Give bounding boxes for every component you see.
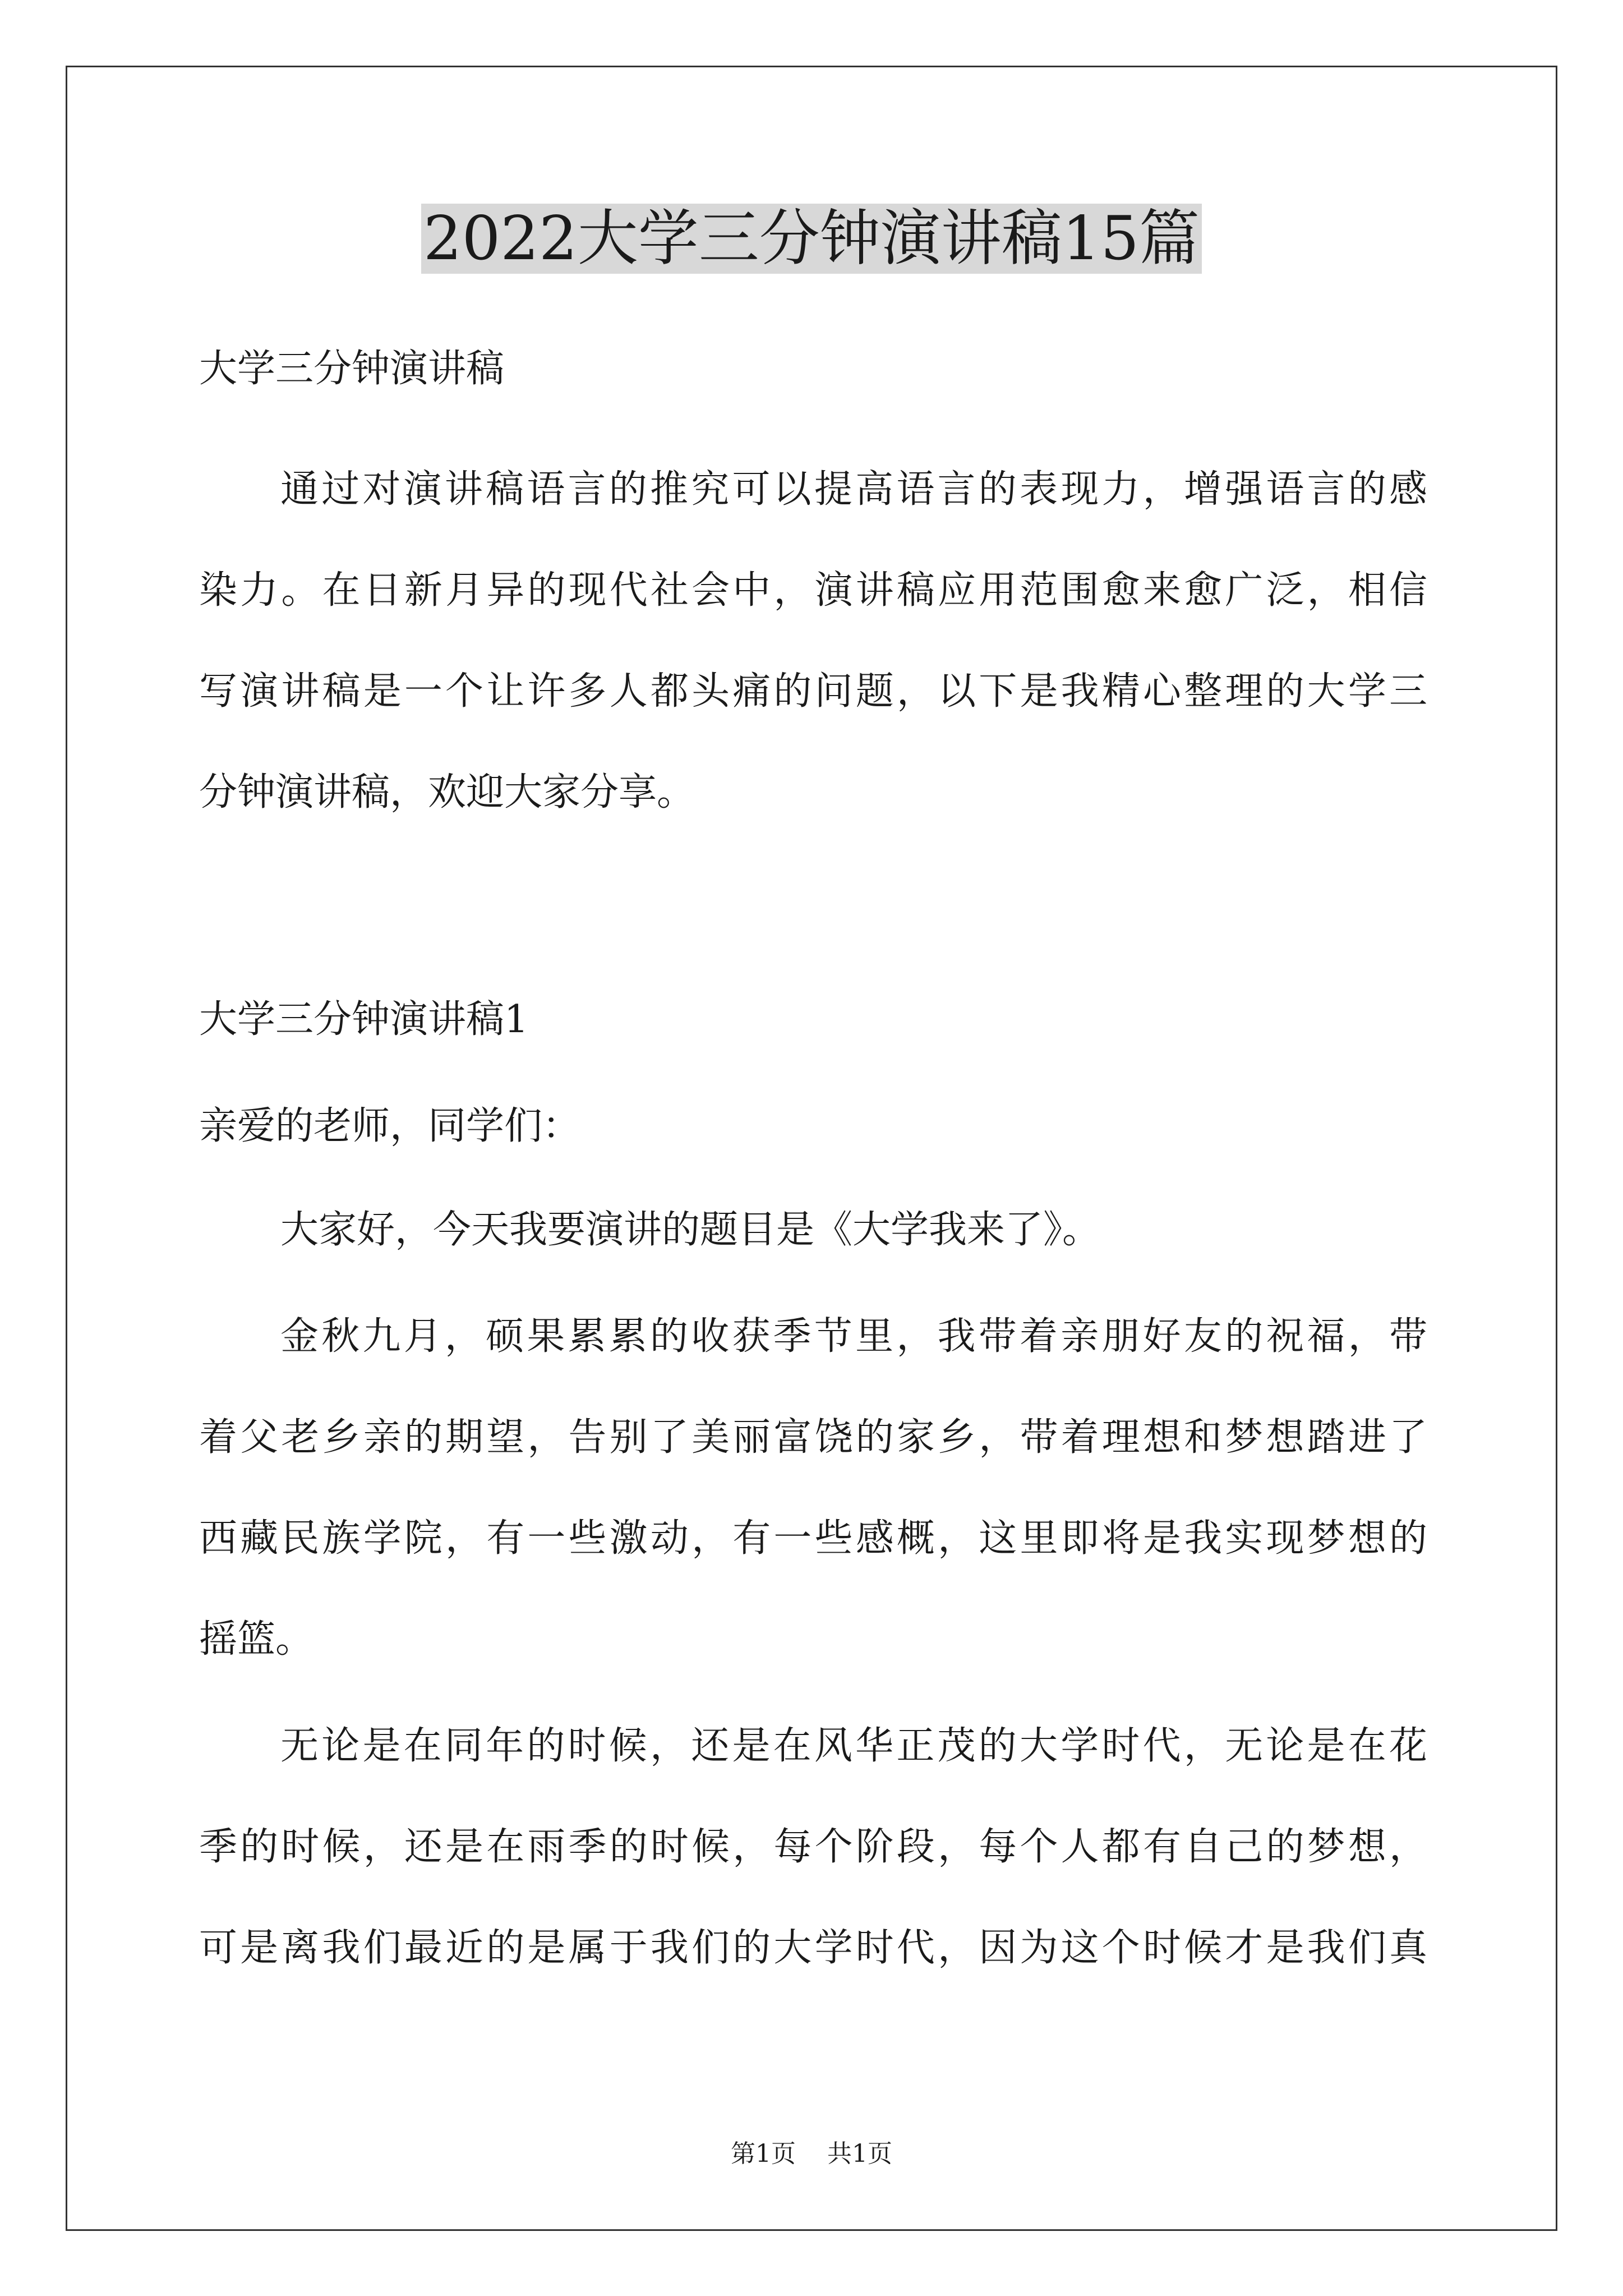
section-heading: 大学三分钟演讲稿1 — [199, 997, 529, 1042]
paragraph-line: 无论是在同年的时候，还是在风华正茂的大学时代，无论是在花 — [280, 1724, 1427, 1768]
paragraph-line: 通过对演讲稿语言的推究可以提高语言的表现力，增强语言的感 — [280, 467, 1427, 512]
paragraph-line: 染力。在日新月异的现代社会中，演讲稿应用范围愈来愈广泛，相信 — [199, 568, 1427, 613]
paragraph-line: 季的时候，还是在雨季的时候，每个阶段，每个人都有自己的梦想， — [199, 1825, 1427, 1869]
paragraph-line: 可是离我们最近的是属于我们的大学时代，因为这个时候才是我们真 — [199, 1926, 1427, 1970]
paragraph-line: 大家好，今天我要演讲的题目是《大学我来了》。 — [280, 1208, 1101, 1252]
paragraph-line: 摇篮。 — [199, 1617, 314, 1662]
paragraph-line: 着父老乡亲的期望，告别了美丽富饶的家乡，带着理想和梦想踏进了 — [199, 1415, 1427, 1460]
paragraph-line: 金秋九月，硕果累累的收获季节里，我带着亲朋好友的祝福，带 — [280, 1314, 1427, 1359]
page-total: 共1页 — [827, 2139, 892, 2168]
document-title — [0, 201, 1623, 277]
paragraph-line: 写演讲稿是一个让许多人都头痛的问题，以下是我精心整理的大学三 — [199, 669, 1427, 714]
paragraph-line: 西藏民族学院，有一些激动，有一些感概，这里即将是我实现梦想的 — [199, 1516, 1427, 1561]
page-footer — [0, 2137, 1623, 2171]
page-number: 第1页 — [731, 2139, 796, 2168]
document-title-text: 2022大学三分钟演讲稿15篇 — [421, 204, 1202, 274]
salutation-line: 亲爱的老师，同学们： — [199, 1104, 581, 1148]
section-heading: 大学三分钟演讲稿 — [199, 347, 505, 391]
paragraph-line: 分钟演讲稿，欢迎大家分享。 — [199, 770, 695, 815]
